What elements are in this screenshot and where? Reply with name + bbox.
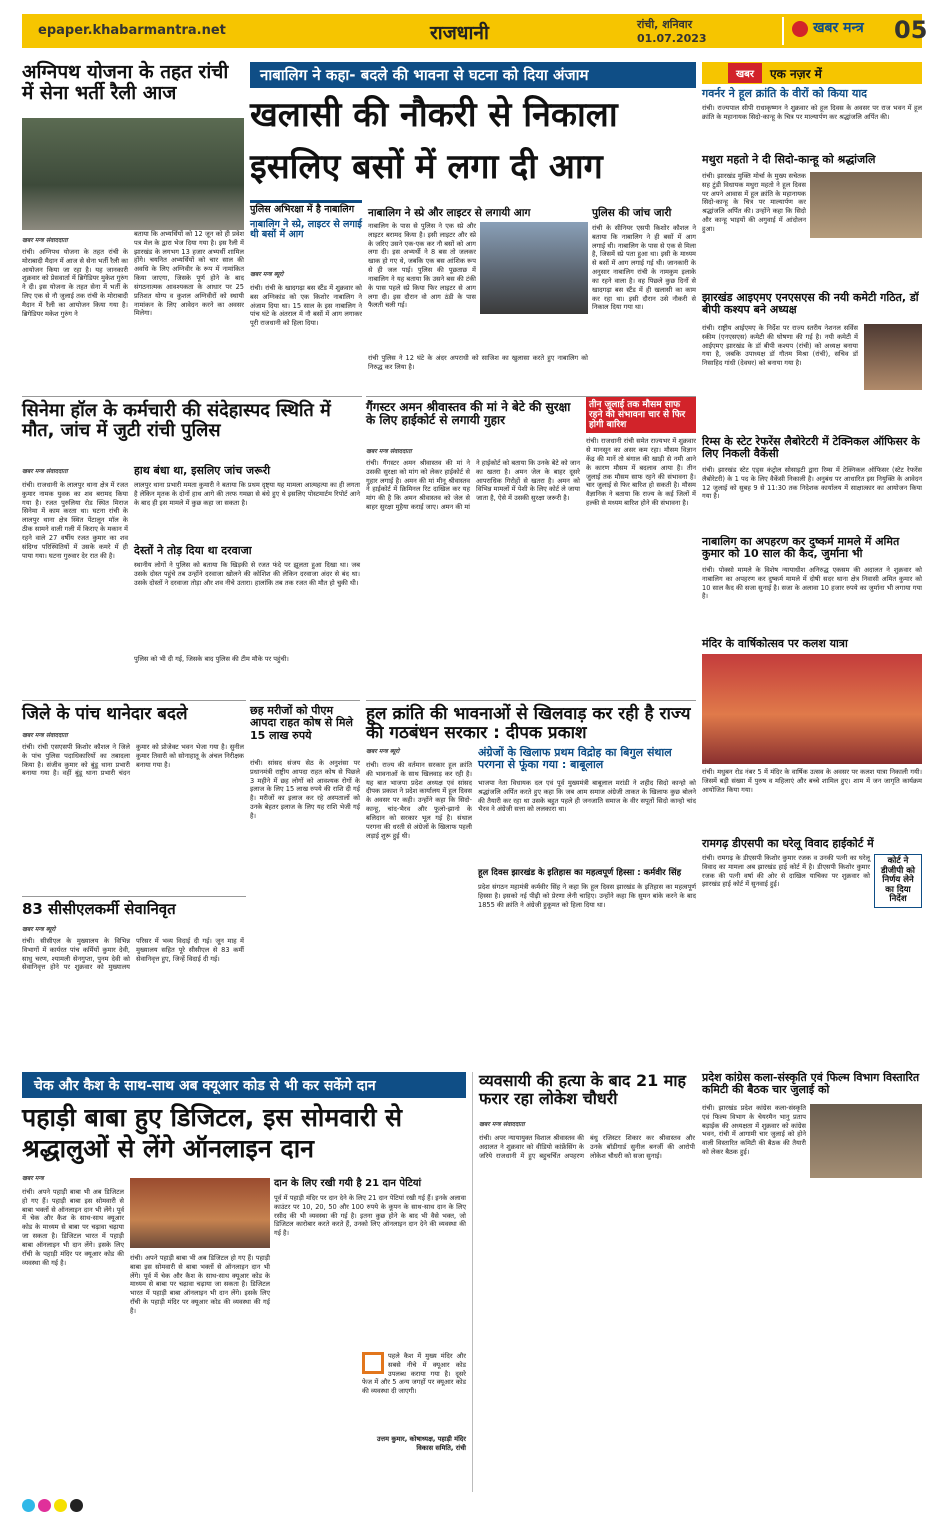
ccl-body: रांची। सीसीएल के मुख्यालय के विभिन्न विभागों में कार्यरत पांच कर्मियों कुमार देवी, साधु चरण, श्यामली सेनगुप्ता, पुनम देवी को सेवानिवृत्त होने पर शुक्रवार को मुख्यालय परिसर में भव्य विदाई दी गई। जून माह में मुख्यालय सहित पूरे सीसीएल से 83 कर्मी सेवानिवृत्त हुए, जिन्हें विदाई दी गई। [22, 937, 244, 972]
weather-box [586, 397, 696, 697]
lead-headline-2: इसलिए बसों में लगा दी आग [250, 147, 603, 187]
ccl-article [22, 896, 246, 1066]
pm-relief-headline: छह मरीजों को पीएम आपदा राहत कोष से मिले 15 लाख रुपये [250, 704, 353, 742]
cheque-banner: चेक और कैश के साथ-साथ अब क्यूआर कोड से भी कर सकेंगे दान [22, 1072, 466, 1098]
nazar-b7: रांची। रामगढ़ के डीएसपी किशोर कुमार रजक व उनकी पत्नी का घरेलू विवाद का मामला अब झारखंड हाई कोर्ट में है। डीएसपी किशोर कुमार रजक की पत्नी वर्षा की ओर से दाखिल याचिका पर शुक्रवार को झारखंड हाई कोर्ट में सुनवाई हुई। [702, 854, 870, 889]
pahari-sub: दान के लिए रखी गयी है 21 दान पेटियां [274, 1178, 422, 1189]
lead-body: रांची। रांची के खादगढ़ा बस स्टैंड में शुक्रवार को बस अग्निकांड को एक किशोर नाबालिग ने अंजाम दिया था। 15 साल के इस नाबालिग ने पांच घंटे के अंतराल में नौ बसों में आग लगाकर पूरी राजधानी को हिला दिया। [250, 284, 362, 328]
hool-body: रांची। राज्य की वर्तमान सरकार हूल क्रांति की भावनाओं के साथ खिलवाड़ कर रही है। यह बात भाजपा प्रदेश अध्यक्ष एवं सांसद दीपक प्रकाश ने प्रदेश कार्यालय में हूल दिवस के अवसर पर कही। उन्होंने कहा कि सिदो-कान्हू, चांद-भैरव और फूलो-झानो के बलिदान को सरकार भूल गई है। संथाल परगना की धरती से अंग्रेजों के खिलाफ पहली लड़ाई शुरू हुई थी। [366, 761, 472, 840]
agnipath-article [22, 62, 246, 392]
nazar-h3: झारखंड आइएमए एनएसएस की नयी कमेटी गठित, डॉ बीपी कश्यप बने अध्यक्ष [702, 291, 919, 317]
agnipath-photo [22, 118, 244, 230]
ccl-headline: 83 सीसीएलकर्मी सेवानिवृत [22, 900, 176, 918]
hool-headline: हूल क्रांति की भावनाओं से खिलवाड़ कर रही है राज्य की गठबंधन सरकार : दीपक प्रकाश [366, 704, 691, 744]
pahari-body: रांची। अपने पहाड़ी बाबा भी अब डिजिटल हो गए हैं। पहाड़ी बाबा इस सोमवारी से बाबा भक्तों से ऑनलाइन दान भी लेंगे। पूर्व में चेक और कैश के साथ-साथ क्यूआर कोड के माध्यम से बाबा पर चढ़ावा चढ़ाया जा सकता है। डिजिटल भारत में पहाड़ी बाबा ऑनलाइन भी दान लेंगे। इसके लिए राँची के पहाड़ी मंदिर पर क्यूआर कोड की व्यवस्था की गई है। [22, 1188, 124, 1267]
hool-article [366, 700, 696, 1066]
ek-nazar-tag: खबर [728, 63, 762, 83]
nazar-h2: मथुरा महतो ने दी सिदो-कान्हू को श्रद्धांजलि [702, 153, 876, 166]
nazar-b6: रांची। मधुबन रोड नंबर 5 में मंदिर के वार्षिक उत्सव के अवसर पर कलश यात्रा निकाली गयी। जिसमें बड़ी संख्या में पुरुष व महिलाएं और बच्चे शामिल हुए। शाम में जन जागृति कार्यक्रम आयोजित किया गया। [702, 768, 922, 794]
nazar-h7: रामगढ़ डीएसपी का घरेलू विवाद हाईकोर्ट में [702, 837, 874, 850]
lead-col2-body: नाबालिग के पास से पुलिस ने एक स्प्रे और लाइटर बरामद किया है। इसी लाइटर और स्प्रे के जरिए उसने एक-एक कर नौ बसों को आग लगा दी। इस अभ्यर्थी ने 8 बस तो जलकर खाक हो गए थे, जबकि एक बस आंशिक रूप से ही जल पाई। पुलिस की पूछताछ में नाबालिग ने यह बताया कि उसने बस की टंकी के पास पहले स्प्रे किया फिर लाइटर से आग लगा दी। इस दौरान वो आग ठंडी के पास फैलती चली गई। [368, 222, 476, 310]
qr-note-box [362, 1352, 466, 1488]
gangster-headline: गैंगस्टर अमन श्रीवास्तव की मां ने बेटे की सुरक्षा के लिए हाईकोर्ट से लगायी गुहार [366, 400, 571, 428]
qr-note: पहले कैश में मुख्य मंदिर और सबसे नीचे में क्यूआर कोड उपलब्ध कराया गया है। दूसरे फेज में और 5 अन्य जगहों पर क्यूआर कोड की व्यवस्था दी जाएगी। [362, 1352, 466, 1396]
nazar-b3: रांची। राष्ट्रीय आईएमए के निर्देश पर राज्य स्तरीय नेशनल सर्विस स्कीम (एनएसएस) कमेटी की घोषणा की गई है। नयी कमेटी में आईएमए झारखंड के डॉ बीपी कश्यप (रांची) को अध्यक्ष बनाया गया है, जबकि उपाध्यक्ष डॉ गौतम मिश्रा (रांची), सचिव डॉ निसाहिद गांधी (देवघर) को बनाया गया है। [702, 324, 858, 368]
cinema-body-3: स्थानीय लोगों ने पुलिस को बताया कि खिड़की से रजत फंदे पर झूलता हुआ दिखा था। जब उसके दोस्त पहुंचे तब उन्होंने दरवाजा खोलने की कोशिश की लेकिन दरवाजा अंदर से बंद था। उसके दोस्तों ने दरवाजा तोड़ा और शव नीचे उतारा। हालांकि तब तक रजत की मौत हो चुकी थी। [134, 561, 360, 587]
thanedar-headline: जिले के पांच थानेदार बदले [22, 704, 188, 724]
agnipath-headline: अग्निपथ योजना के तहत रांची में सेना भर्ती रैली आज [22, 61, 229, 105]
yellow-dot [54, 1499, 67, 1512]
nazar-h8: प्रदेश कांग्रेस कला-संस्कृति एवं फिल्म विभाग विस्तारित कमिटी की बैठक चार जुलाई को [702, 1071, 920, 1097]
cyan-dot [22, 1499, 35, 1512]
lead-col2-foot: रांची पुलिस ने 12 घंटे के अंदर अपराधी को साजिश का खुलासा करते हुए नाबालिग को निरुद्ध कर लिया है। [368, 354, 588, 371]
brand-name: खबर मन्त्र [813, 20, 864, 36]
pahari-photo [130, 1178, 270, 1248]
brand-logo [782, 17, 894, 45]
hool-sub: अंग्रेजों के खिलाफ प्रथम विद्रोह का बिगुल संथाल परगना से फूंका गया : बाबूलाल [478, 746, 672, 772]
nazar-b8: रांची। झारखंड प्रदेश कांग्रेस कला-संस्कृति एवं फिल्म विभाग के चेयरमैन भानु प्रताप बड़ाईक की अध्यक्षता में शुक्रवार को कांग्रेस भवन, रांची में आगामी चार जुलाई को होने वाली विस्तारित कमिटी की बैठक की तैयारी को लेकर बैठक हुई। [702, 1104, 806, 1157]
pahari-article [22, 1102, 466, 1492]
ek-nazar-title: एक नज़र में [769, 66, 822, 81]
nazar-b5: रांची। पोक्सो मामले के विशेष न्यायाधीश अनिरुद्ध एकसम की अदालत ने शुक्रवार को नाबालिग का अपहरण कर दुष्कर्म मामले में दोषी सदर थाना क्षेत्र निवासी अमित कुमार को 10 साल कैद की सजा सुनाई है। सजा के अलावा 10 हजार रुपये का जुर्माना भी लगाया गया है। [702, 566, 922, 601]
thanedar-article [22, 700, 246, 890]
cinema-body-2: लालपुर थाना प्रभारी ममता कुमारी ने बताया कि प्रथम दृष्ट्या यह मामला आत्महत्या का ही लगता है लेकिन मृतक के दोनों हाथ आगे की तरफ गमछा से बंधे हुए थे इसलिए पोस्टमार्टम रिपोर्ट आने के बाद ही इस मामले में कुछ कहा जा सकता है। [134, 481, 360, 507]
cinema-sub-2: देस्तों ने तोड़ दिया था दरवाजा [134, 544, 252, 557]
print-registration-marks [22, 1497, 922, 1513]
ccl-byline: खबर मन्त्र ब्यूरो [22, 926, 56, 933]
businessman-body: रांची। अपर न्यायायुक्त विशाल श्रीवास्तव की अदालत ने शुक्रवार को वीडियो कांफ्रेंसिंग के जरिये राजधानी में हुए बहुचर्चित अपहरण बंधु रजिस्टर शिकार कर श्रीवास्तव और उनके बॉडीगार्ड सुनील बनर्जी की आरोपी लोकेश चौधरी को सजा सुनाई। [479, 1134, 695, 1160]
weather-headline: तीन जुलाई तक मौसम साफ रहने की संभावना चार से फिर होगी बारिश [586, 397, 696, 433]
page-number: 05 [894, 16, 928, 44]
hool-sub-body: भाजपा नेता विधायक दल एवं पूर्व मुख्यमंत्री बाबूलाल मरांडी ने शहीद सिदो कान्हो को श्रद्धांजलि अर्पित करते हुए कहा कि जब आम समाज अंग्रेजी ताकत के खिलाफ कुछ बोलने की तैयारी कर रहा था उसके बहुत पहले ही जनजाति समाज के वीर सपूतों सिदो कान्हो चांद भैरव ने अंग्रेजी सत्ता को ललकारा था। [478, 779, 696, 814]
pm-relief-article [250, 700, 360, 1066]
gangster-byline: खबर मन्त्र संवाददाता [366, 448, 412, 455]
agnipath-byline: खबर मन्त्र संवाददाता [22, 237, 68, 244]
city-day: रांची, शनिवार [637, 18, 693, 31]
hool-sub-2-body: प्रदेश संगठन महामंत्री कर्मवीर सिंह ने कहा कि हूल दिवस झारखंड के इतिहास का महत्वपूर्ण हिस्सा है। इसको नई पीढ़ी को प्रेरणा लेनी चाहिए। उन्होंने कहा कि सुमन बांके करने के बाद 1855 की क्रांति ने अंग्रेजी हुकूमत को हिला दिया था। [478, 883, 696, 909]
nazar-h6: मंदिर के वार्षिकोत्सव पर कलश यात्रा [702, 637, 848, 650]
issue-date: 01.07.2023 [637, 32, 707, 45]
lead-col3-head: पुलिस की जांच जारी [592, 207, 672, 219]
nazar-b1: रांची। राज्यपाल सीपी राधाकृष्णन ने शुक्रवार को हूल दिवस के अवसर पर राज भवन में हूल क्रांति के महानायक सिदो-कान्हू के चित्र पर माल्यार्पण कर श्रद्धांजलि अर्पित की। [702, 104, 922, 121]
nazar-h4: रिम्स के स्टेट रेफरेंस लैबोरेटरी में टेक्निकल ऑफिसर के लिए निकली वैकेंसी [702, 435, 920, 461]
thanedar-byline: खबर मन्त्र संवाददाता [22, 732, 68, 739]
thanedar-body: रांची। रांची एसएसपी किशोर कौशल ने जिले के पांच पुलिस पदाधिकारियों का तबादला किया है। संजीव कुमार को बुंडू थाना प्रभारी बनाया गया है। वहीं बुंडू थाना प्रभारी चंदन कुमार को प्रोजेक्ट भवन भेजा गया है। सुनील कुमार तिवारी को सोनाहातू के अंचल निरीक्षक बनाया गया है। [22, 743, 244, 778]
nazar-b4: रांची। झारखंड स्टेट एड्स कंट्रोल सोसाइटी द्वारा रिम्स में टेक्निकल ऑफिसर (स्टेट रेफरेंस लैबोरेटरी) के 1 पद के लिए वैकेंसी निकाली है। अनुबंध पर आधारित इस नियुक्ति के आवेदन 12 जुलाई को सुबह 9 से 11:30 तक निदेशक कार्यालय में साक्षात्कार का आयोजन किया गया है। [702, 466, 922, 501]
pahari-sub-body: पूर्व में पहाड़ी मंदिर पर दान देने के लिए 21 दान पेटियां रखी गई हैं। इनके अलावा काउंटर पर 10, 20, 50 और 100 रुपये के कूपन के साथ-साथ दान के लिए रसीद की भी व्यवस्था की गई है। इतना कुछ होने के बाद भी वैसे भक्त, जो डिजिटल कारोबार करते करते हैं, उनको लिए ऑनलाइन दान देने की व्यवस्था की गई है। [274, 1194, 466, 1238]
site-url[interactable]: epaper.khabarmantra.net [38, 23, 226, 38]
businessman-byline: खबर मन्त्र संवाददाता [479, 1121, 525, 1128]
pm-relief-body: रांची। सांसद संजय सेठ के अनुशंसा पर प्रधानमंत्री राष्ट्रीय आपदा राहत कोष से पिछले 3 महीने में छह लोगों को आवश्यक रोगों के इलाज के लिए 15 लाख रुपये की राशि दी गई है। मरीजों का इलाज कर रहे अस्पतालों को उनके बेहतर इलाज के लिए यह राशि भेजी गई है। [250, 759, 360, 820]
black-dot [70, 1499, 83, 1512]
nazar-photo-3 [864, 324, 922, 390]
magenta-dot [38, 1499, 51, 1512]
weather-body: रांची। राजधानी रांची समेत राज्यभर में शुक्रवार से मानसून का असर कम रहा। मौसम विज्ञान केंद्र की मानें तो बंगाल की खाड़ी से नमी आने के कारण मौसम में बदलाव आया है। तीन जुलाई तक मौसम साफ रहने की संभावना है। चार जुलाई से फिर बारिश हो सकती है। मौसम वैज्ञानिक ने बताया कि राज्य के कई जिलों में हल्की से मध्यम बारिश होने की संभावना है। [586, 437, 696, 508]
gangster-article [366, 396, 696, 696]
brand-icon [792, 21, 808, 37]
lead-headline-1: खलासी की नौकरी से निकाला [250, 95, 618, 135]
pahari-byline: खबर मन्त्र [22, 1175, 44, 1182]
agnipath-body-2: बताया कि अभ्यर्थियों को 12 जून को ही प्रवेश पत्र मेल के द्वारा भेज दिया गया है। इस रैली में झारखंड के लगभग 13 हजार अभ्यर्थी शामिल होंगे। चयनित अभ्यर्थियों को चार साल की अवधि के लिए अग्निवीर के रूप में नामांकित किया जाएगा, जिसके पूर्ण होने के बाद संगठनात्मक आवश्यकता के आधार पर 25 प्रतिशत योग्य व कुशल अग्निवीरों को स्थायी नामांकन के लिए आवेदन करने का अवसर मिलेगा। [134, 230, 244, 318]
lead-byline: खबर मन्त्र ब्यूरो [250, 271, 284, 278]
gangster-body: रांची। गैंगस्टर अमन श्रीवास्तव की मां ने उसकी सुरक्षा को मांग को लेकर हाईकोर्ट से गुहार लगाई है। अमन की मां मीनू श्रीवास्तव ने हाईकोर्ट में क्रिमिनल रिट दाखिल कर यह मांग की है कि अमन श्रीवास्तव को जेल से बाहर सुरक्षा मुहैया कराई जाए। अमन की मां ने हाईकोर्ट को बताया कि उनके बेटे को जान का खतरा है। अमन जेल के बाहर दूसरे आपराधिक गिरोहों से खतरा है। अमन को विभिन्न मामलों में पेशी के लिए कोर्ट ले जाया जाता है, ऐसे में उसकी सुरक्षा जरूरी है। [366, 459, 580, 512]
nazar-b2: रांची। झारखंड मुक्ति मोर्चा के मुख्य सचेतक सह टुंडी विधायक मथुरा महतो ने हूल दिवस पर अपने आवास में हूल क्रांति के महानायक सिदो-कान्हू के चित्र पर माल्यार्पण कर श्रद्धांजलि अर्पित की। उन्होंने कहा कि सिदो और कान्हू भाइयों की अगुवाई में आंदोलन हुआ। [702, 172, 806, 233]
lead-sub-box [250, 200, 362, 262]
nazar-box7: कोर्ट ने डीजीपी को निर्णय लेने का दिया निर्देश [874, 854, 922, 908]
ek-nazar-column [702, 62, 922, 1492]
lead-col3-body: रांची के सीनियर एसपी किशोर कौशल ने बताया कि नाबालिग ने ही बसों में आग लगाई थी। नाबालिग के पास से एक से मिला है, जिसमें स्प्रे पता हुआ था। इसी के माध्यम से बसों में आग लगाई गई थी। जानकारी के अनुसार नाबालिग रांची के नामकुम इलाके का रहने वाला है। वह पिछले कुछ दिनों से खादगढ़ा बस स्टैंड में ही खलासी का काम कर रहा था। इसी दौरान उसे नौकरी से निकाल दिया गया था। [592, 224, 696, 312]
nazar-photo-8 [810, 1104, 922, 1178]
lead-col2-head: नाबालिग ने स्प्रे और लाइटर से लगायी आग [368, 207, 531, 219]
qr-credit: उत्तम कुमार, कोषाध्यक्ष, पहाड़ी मंदिर विकास समिति, रांची [376, 1435, 466, 1452]
pahari-col-mid: रांची। अपने पहाड़ी बाबा भी अब डिजिटल हो गए हैं। पहाड़ी बाबा इस सोमवारी से बाबा भक्तों से ऑनलाइन दान भी लेंगे। पूर्व में चेक और कैश के साथ-साथ क्यूआर कोड के माध्यम से बाबा पर चढ़ावा चढ़ाया जा सकता है। डिजिटल भारत में पहाड़ी बाबा ऑनलाइन भी दान लेंगे। इसके लिए राँची के पहाड़ी मंदिर पर क्यूआर कोड की व्यवस्था की गई है। [130, 1254, 270, 1315]
cinema-byline: खबर मन्त्र संवाददाता [22, 468, 68, 475]
agnipath-body-1: रांची। अग्निपथ योजना के तहत रांची के मोराबादी मैदान में आज से सेना भर्ती रैली का आयोजन किया जा रहा है। यह जानकारी शुक्रवार को प्रेसवार्ता में ब्रिगेडियर मुकेश गुरुंग ने दी। इस योजना के तहत सेना में भर्ती के लिए एक से नौ जुलाई तक रांची के मोराबादी मैदान में रैली का आयोजन किया गया है। ब्रिगेडियर मकेश गुरुंग ने [22, 248, 128, 318]
nazar-photo-6 [702, 654, 922, 764]
lead-kicker: नाबालिग ने कहा- बदले की भावना से घटना को दिया अंजाम [250, 62, 696, 88]
hool-byline: खबर मन्त्र ब्यूरो [366, 748, 400, 755]
lead-sub: पुलिस अभिरक्षा में है नाबालिग [250, 204, 355, 215]
cinema-article [22, 396, 362, 696]
businessman-article [472, 1072, 696, 1492]
bus-fire-photo [480, 222, 588, 314]
nazar-photo-2 [810, 172, 922, 238]
pahari-headline: पहाड़ी बाबा हुए डिजिटल, इस सोमवारी से श्रद्धालुओं से लेंगे ऑनलाइन दान [22, 1103, 403, 1164]
cinema-sub-1: हाथ बंधा था, इसलिए जांच जरूरी [134, 464, 271, 477]
cinema-body-1: रांची। राजधानी के लालपुर थाना क्षेत्र में रजत कुमार नामक युवक का शव बरामद किया गया है। रजत पुरुलिया रोड स्थित मिराज सिनेमा में काम करता था। घटना रांची के लालपुर थाना क्षेत्र स्थित पेंटालून मॉल के ठीक सामने वाली गली में किराए के मकान में रहने वाले 27 वर्षीय रजत कुमार का शव संदिग्ध परिस्थितियों में उसके कमरे में ही पाया गया। घटना गुरुवार देर रात की है। [22, 481, 128, 560]
section-title: राजधानी [430, 22, 489, 44]
ek-nazar-header [702, 62, 922, 84]
nazar-h1: गवर्नर ने हूल क्रांति के वीरों को किया याद [702, 87, 868, 100]
hool-sub-2: हूल दिवस झारखंड के इतिहास का महत्वपूर्ण हिस्सा : कर्मवीर सिंह [478, 868, 682, 878]
qr-icon [362, 1352, 384, 1374]
cinema-headline: सिनेमा हॉल के कर्मचारी की संदेहास्पद स्थिति में मौत, जांच में जुटी रांची पुलिस [22, 400, 331, 442]
masthead [22, 14, 928, 48]
cinema-foot: पुलिस को भी दी गई, जिसके बाद पुलिस की टीम मौके पर पहुंची। [134, 655, 289, 663]
businessman-headline: व्यवसायी की हत्या के बाद 21 माह फरार रहा लोकेश चौधरी [479, 1071, 686, 1108]
nazar-h5: नाबालिग का अपहरण कर दुष्कर्म मामले में अमित कुमार को 10 साल की कैद, जुर्माना भी [702, 535, 900, 561]
lead-sub-2: नाबालिग ने स्प्रे, लाइटर से लगाई थी बसों में आग [250, 218, 362, 241]
